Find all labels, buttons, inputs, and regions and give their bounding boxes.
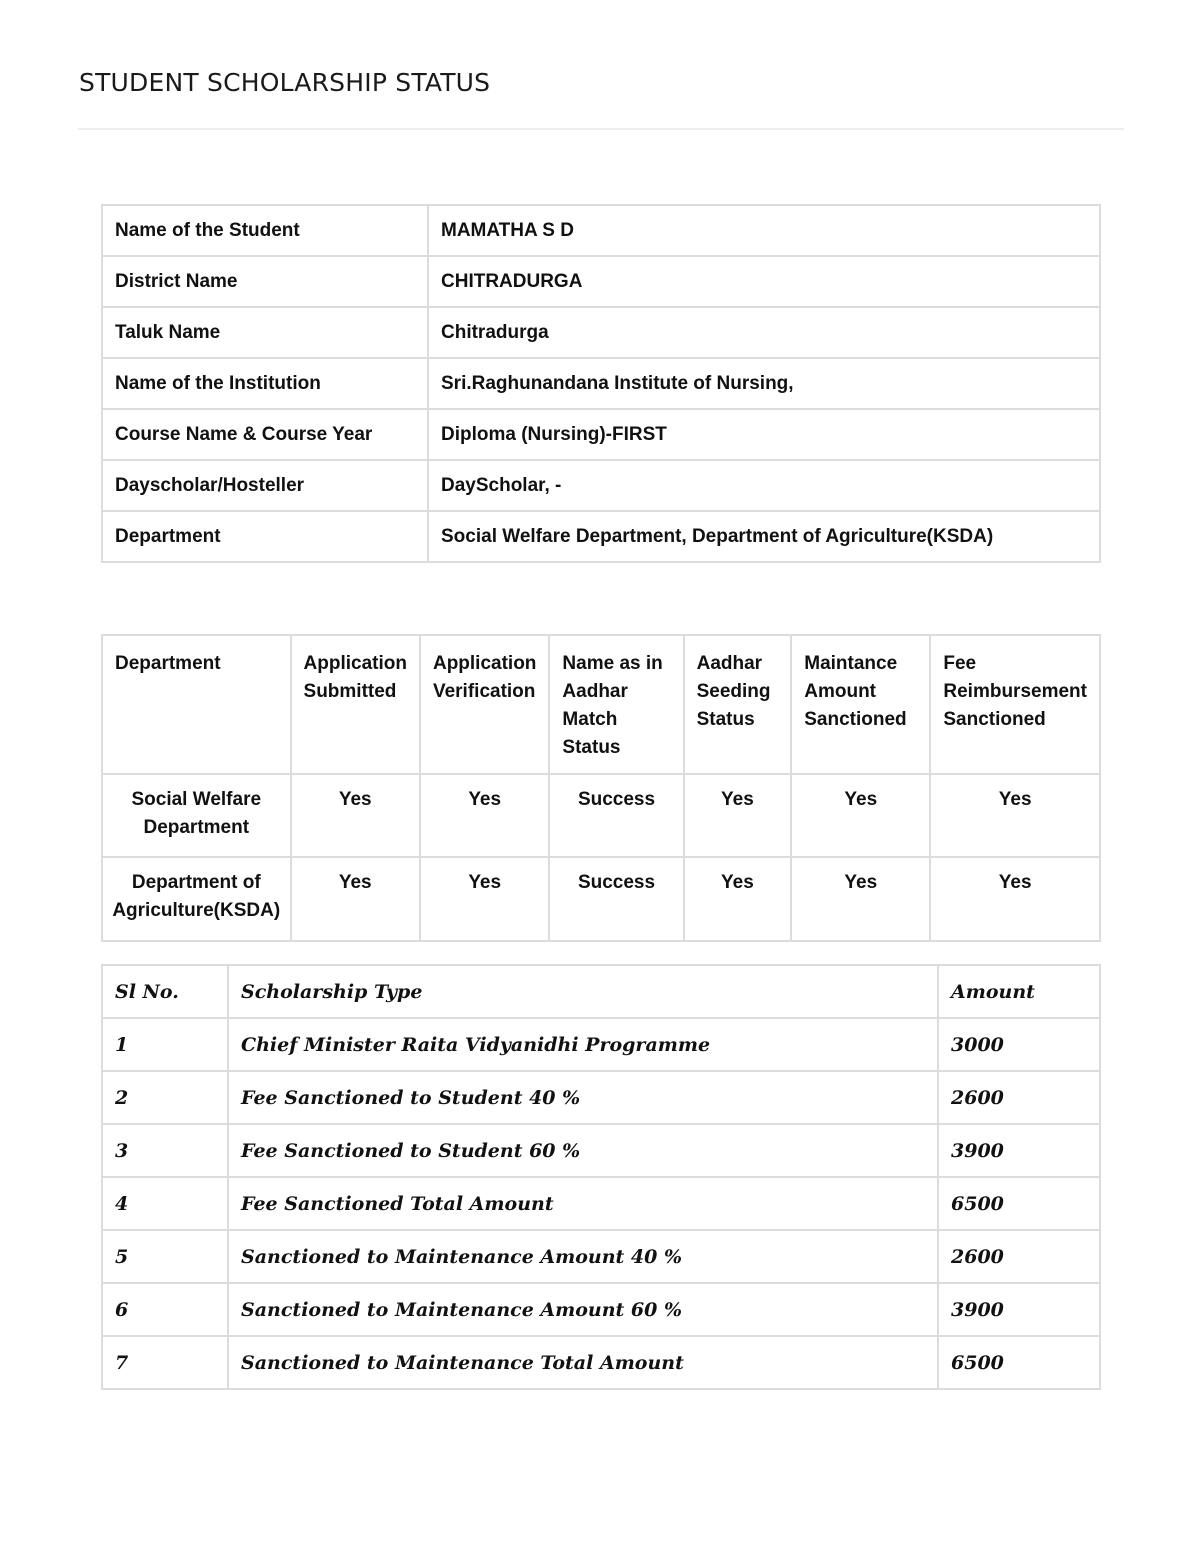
column-header: Fee Reimbursement Sanctioned — [930, 635, 1100, 774]
scholarship-type-cell: Sanctioned to Maintenance Total Amount — [228, 1336, 938, 1389]
department-cell: Department of Agriculture(KSDA) — [102, 857, 291, 941]
student-details-table — [101, 204, 1101, 563]
table-row — [102, 1124, 1100, 1177]
column-header: Scholarship Type — [228, 965, 938, 1018]
table-row — [102, 409, 1100, 460]
amount-cell: 6500 — [938, 1177, 1100, 1230]
table-row — [102, 774, 1100, 857]
detail-label: Department — [102, 511, 428, 562]
status-cell: Yes — [930, 774, 1100, 857]
table-row — [102, 1336, 1100, 1389]
column-header: Maintance Amount Sanctioned — [791, 635, 930, 774]
status-cell: Yes — [791, 857, 930, 941]
column-header: Department — [102, 635, 291, 774]
column-header: Aadhar Seeding Status — [684, 635, 792, 774]
status-cell: Yes — [684, 857, 792, 941]
status-cell: Yes — [930, 857, 1100, 941]
scholarship-type-cell: Fee Sanctioned Total Amount — [228, 1177, 938, 1230]
amount-cell: 3900 — [938, 1124, 1100, 1177]
status-cell: Yes — [420, 774, 549, 857]
amount-cell: 3000 — [938, 1018, 1100, 1071]
detail-label: Name of the Student — [102, 205, 428, 256]
table-row — [102, 1071, 1100, 1124]
detail-label: District Name — [102, 256, 428, 307]
column-header: Name as in Aadhar Match Status — [549, 635, 683, 774]
status-cell: Success — [549, 857, 683, 941]
status-cell: Yes — [291, 774, 420, 857]
status-cell: Yes — [420, 857, 549, 941]
status-cell: Success — [549, 774, 683, 857]
scholarship-type-cell: Chief Minister Raita Vidyanidhi Programme — [228, 1018, 938, 1071]
amount-cell: 3900 — [938, 1283, 1100, 1336]
scholarship-amount-table — [101, 964, 1101, 1390]
title-divider — [78, 128, 1124, 130]
serial-cell: 2 — [102, 1071, 228, 1124]
serial-cell: 4 — [102, 1177, 228, 1230]
amount-cell: 6500 — [938, 1336, 1100, 1389]
department-cell: Social Welfare Department — [102, 774, 291, 857]
page-title: STUDENT SCHOLARSHIP STATUS — [79, 68, 491, 97]
table-row — [102, 460, 1100, 511]
scholarship-type-cell: Fee Sanctioned to Student 60 % — [228, 1124, 938, 1177]
status-cell: Yes — [791, 774, 930, 857]
detail-value: CHITRADURGA — [428, 256, 1100, 307]
detail-label: Course Name & Course Year — [102, 409, 428, 460]
table-row — [102, 857, 1100, 941]
table-header-row — [102, 965, 1100, 1018]
application-status-table — [101, 634, 1101, 942]
detail-value: MAMATHA S D — [428, 205, 1100, 256]
table-row — [102, 358, 1100, 409]
amount-cell: 2600 — [938, 1230, 1100, 1283]
table-row — [102, 256, 1100, 307]
detail-value: Diploma (Nursing)-FIRST — [428, 409, 1100, 460]
table-row — [102, 1230, 1100, 1283]
detail-label: Dayscholar/Hosteller — [102, 460, 428, 511]
serial-cell: 1 — [102, 1018, 228, 1071]
scholarship-type-cell: Sanctioned to Maintenance Amount 40 % — [228, 1230, 938, 1283]
detail-value: Social Welfare Department, Department of Agriculture(KSDA) — [428, 511, 1100, 562]
table-row — [102, 1018, 1100, 1071]
detail-value: Chitradurga — [428, 307, 1100, 358]
table-row — [102, 307, 1100, 358]
column-header: Application Submitted — [291, 635, 420, 774]
detail-label: Taluk Name — [102, 307, 428, 358]
table-row — [102, 1177, 1100, 1230]
table-header-row — [102, 635, 1100, 774]
scholarship-type-cell: Sanctioned to Maintenance Amount 60 % — [228, 1283, 938, 1336]
serial-cell: 7 — [102, 1336, 228, 1389]
detail-label: Name of the Institution — [102, 358, 428, 409]
table-row — [102, 1283, 1100, 1336]
serial-cell: 6 — [102, 1283, 228, 1336]
status-cell: Yes — [291, 857, 420, 941]
detail-value: DayScholar, - — [428, 460, 1100, 511]
detail-value: Sri.Raghunandana Institute of Nursing, — [428, 358, 1100, 409]
status-cell: Yes — [684, 774, 792, 857]
column-header: Application Verification — [420, 635, 549, 774]
column-header: Amount — [938, 965, 1100, 1018]
scholarship-type-cell: Fee Sanctioned to Student 40 % — [228, 1071, 938, 1124]
amount-cell: 2600 — [938, 1071, 1100, 1124]
serial-cell: 5 — [102, 1230, 228, 1283]
table-row — [102, 511, 1100, 562]
table-row — [102, 205, 1100, 256]
serial-cell: 3 — [102, 1124, 228, 1177]
column-header: Sl No. — [102, 965, 228, 1018]
